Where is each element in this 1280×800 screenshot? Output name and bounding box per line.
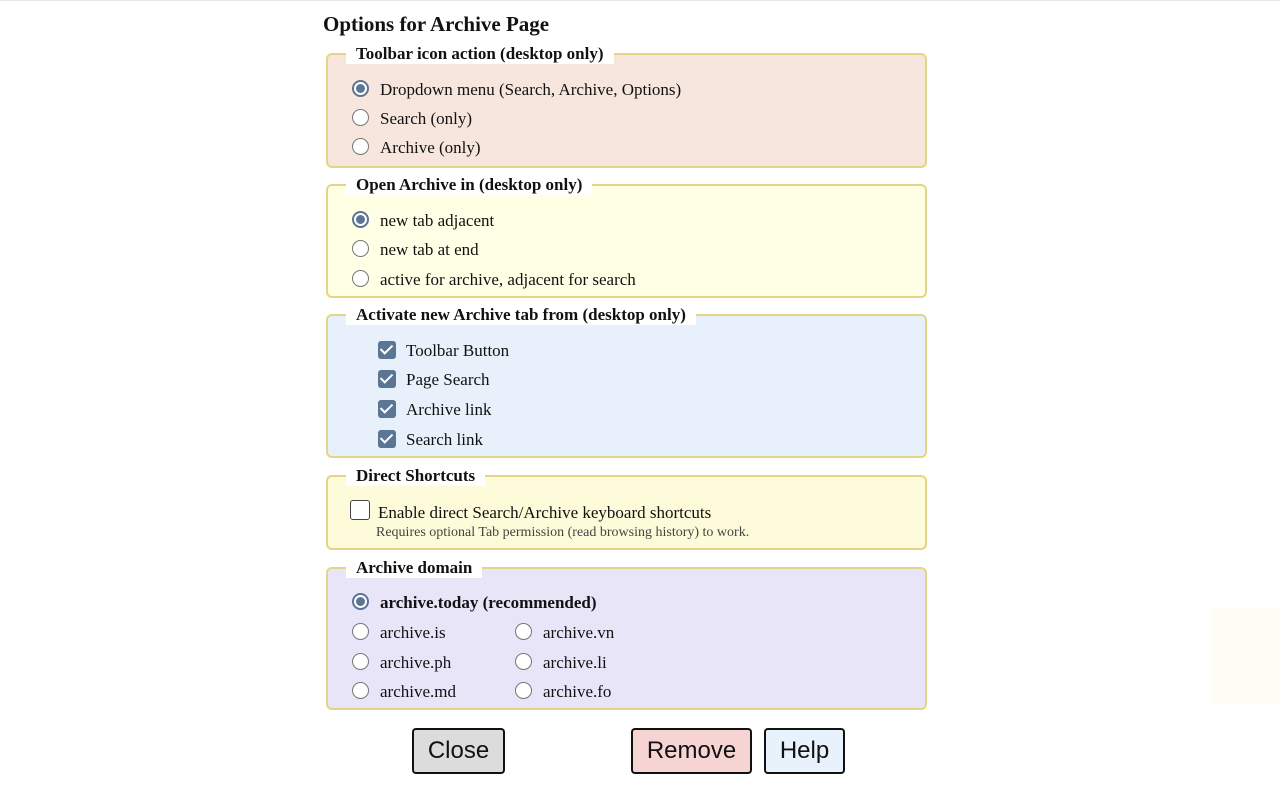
option-label: Enable direct Search/Archive keyboard shortcuts	[378, 503, 712, 522]
radio-button[interactable]	[352, 623, 369, 640]
radio-button[interactable]	[352, 653, 369, 670]
shortcuts-note: Requires optional Tab permission (read browsing history) to work.	[376, 525, 750, 540]
checkbox[interactable]	[350, 500, 370, 520]
radio-button[interactable]	[352, 682, 369, 699]
page-title: Options for Archive Page	[323, 12, 550, 36]
side-panel-edge	[1212, 608, 1280, 704]
radio-button[interactable]	[515, 682, 532, 699]
close-button[interactable]: Close	[412, 728, 505, 774]
option-label: archive.md	[380, 682, 456, 701]
option-label: archive.fo	[543, 682, 612, 701]
option-label: new tab adjacent	[380, 211, 495, 230]
toolbar-action-legend: Toolbar icon action (desktop only)	[346, 44, 614, 64]
option-label: Search (only)	[380, 109, 473, 128]
radio-button[interactable]	[515, 623, 532, 640]
open-archive-section	[326, 175, 927, 298]
option-label: archive.is	[380, 623, 446, 642]
option-label: archive.li	[543, 653, 607, 672]
archive-domain-legend: Archive domain	[346, 558, 482, 578]
option-label: Toolbar Button	[406, 341, 510, 360]
option-label: Search link	[406, 430, 483, 449]
radio-button[interactable]	[352, 211, 369, 228]
option-label: archive.vn	[543, 623, 615, 642]
checkbox[interactable]	[378, 430, 396, 448]
option-label: Page Search	[406, 370, 490, 389]
remove-button[interactable]: Remove	[631, 728, 752, 774]
radio-button[interactable]	[352, 240, 369, 257]
activate-tab-section	[326, 305, 927, 458]
radio-button[interactable]	[352, 138, 369, 155]
checkbox[interactable]	[378, 370, 396, 388]
option-label: active for archive, adjacent for search	[380, 270, 636, 289]
option-label: archive.ph	[380, 653, 452, 672]
radio-button[interactable]	[352, 80, 369, 97]
radio-button[interactable]	[515, 653, 532, 670]
option-label: new tab at end	[380, 240, 479, 259]
option-label: Dropdown menu (Search, Archive, Options)	[380, 80, 682, 99]
open-archive-legend: Open Archive in (desktop only)	[346, 175, 592, 195]
checkbox[interactable]	[378, 341, 396, 359]
help-button[interactable]: Help	[764, 728, 845, 774]
top-divider	[0, 0, 1280, 1]
activate-tab-legend: Activate new Archive tab from (desktop only)	[346, 305, 696, 325]
checkbox[interactable]	[378, 400, 396, 418]
option-label: Archive link	[406, 400, 492, 419]
option-label: archive.today (recommended)	[380, 593, 597, 612]
radio-button[interactable]	[352, 593, 369, 610]
direct-shortcuts-section	[326, 466, 927, 550]
option-label: Archive (only)	[380, 138, 481, 157]
archive-domain-section	[326, 558, 927, 710]
direct-shortcuts-legend: Direct Shortcuts	[346, 466, 485, 486]
radio-button[interactable]	[352, 270, 369, 287]
toolbar-action-section	[326, 44, 927, 168]
radio-button[interactable]	[352, 109, 369, 126]
